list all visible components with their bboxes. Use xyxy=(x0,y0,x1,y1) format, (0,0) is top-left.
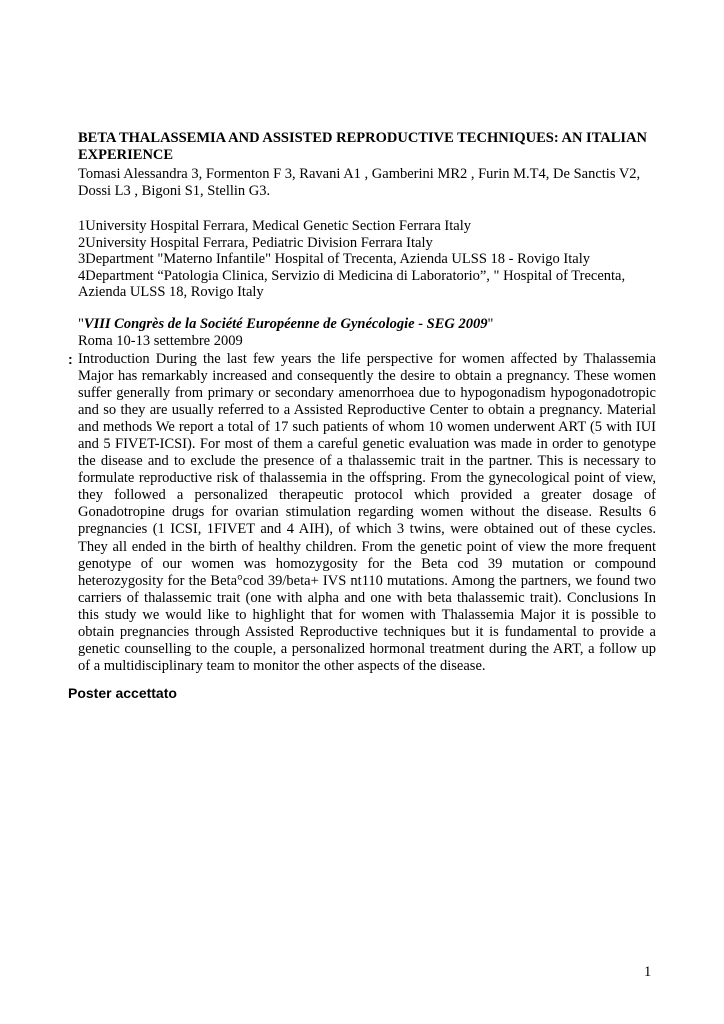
abstract-text: Introduction During the last few years the life perspective for women affected by Thalassemia Major has remarkably increased and consequently the desire to obtain a pregnancy. These women suffer generally from primary or secondary amenorrhoea due to hypogonadism hypogonadotropic and so they are usually referred to a Assisted Reproductive Center to obtain a pregnancy. Material and methods We report a total of 17 such patients of whom 10 women underwent ART (5 with IUI and 5 FIVET-ICSI). For most of them a careful genetic evaluation was made in order to genotype the disease and to exclude the presence of a thalassemic trait in the partner. This is necessary to formulate reproductive risk of thalassemia in the offspring. From the gynecological point of view, they followed a personalized therapeutic protocol which provided a greater dosage of Gonadotropine drugs for ovarian stimulation regarding women without the disease. Results 6 pregnancies (1 ICSI, 1FIVET and 4 AIH), of which 3 twins, were obtained out of these cycles. They all ended in the birth of healthy children. From the genetic point of view the more frequent genotype of our women was homozygosity for the Beta cod 39 mutation or compound heterozygosity for the Beta°cod 39/beta+ IVS nt110 mutations. Among the partners, we found two carriers of thalassemic trait (one with alpha and one with beta thalassemic trait). Conclusions In this study we would like to highlight that for women with Thalassemia Major it is possible to obtain pregnancies through Assisted Reproductive techniques but it is fundamental to provide a genetic counselling to the couple, a personalized hormonal treatment during the ART, a follow up of a multidisciplinary team to monitor the other aspects of the disease. xyxy=(78,350,656,675)
document-body xyxy=(68,130,656,675)
congress-line xyxy=(78,316,656,333)
abstract-section xyxy=(68,350,656,676)
affiliation-list xyxy=(78,218,656,301)
affiliation-item: 1University Hospital Ferrara, Medical Genetic Section Ferrara Italy xyxy=(78,218,471,234)
congress-dates: Roma 10-13 settembre 2009 xyxy=(78,332,243,349)
poster-status-note: Poster accettato xyxy=(68,685,177,701)
congress-name: VIII Congrès de la Société Européenne de Gynécologie - SEG 2009 xyxy=(83,315,488,332)
page-number: 1 xyxy=(644,964,652,980)
congress-quote-open: " xyxy=(78,315,84,332)
affiliation-item: 3Department "Materno Infantile" Hospital of Trecenta, Azienda ULSS 18 - Rovigo Italy xyxy=(78,251,590,267)
author-list: Tomasi Alessandra 3, Formenton F 3, Ravani A1 , Gamberini MR2 , Furin M.T4, De Sanctis V2, Dossi L3 , Bigoni S1, Stellin G3. xyxy=(78,166,641,199)
colon-marker: : xyxy=(68,350,73,367)
document-title: BETA THALASSEMIA AND ASSISTED REPRODUCTIVE TECHNIQUES: AN ITALIAN EXPERIENCE xyxy=(78,130,648,163)
congress-quote-close: " xyxy=(487,315,494,332)
affiliation-item: 2University Hospital Ferrara, Pediatric Division Ferrara Italy xyxy=(78,234,433,251)
affiliation-item: 4Department “Patologia Clinica, Servizio di Medicina di Laboratorio”, " Hospital of Trecenta, Azienda ULSS 18, Rovigo Italy xyxy=(78,267,626,300)
